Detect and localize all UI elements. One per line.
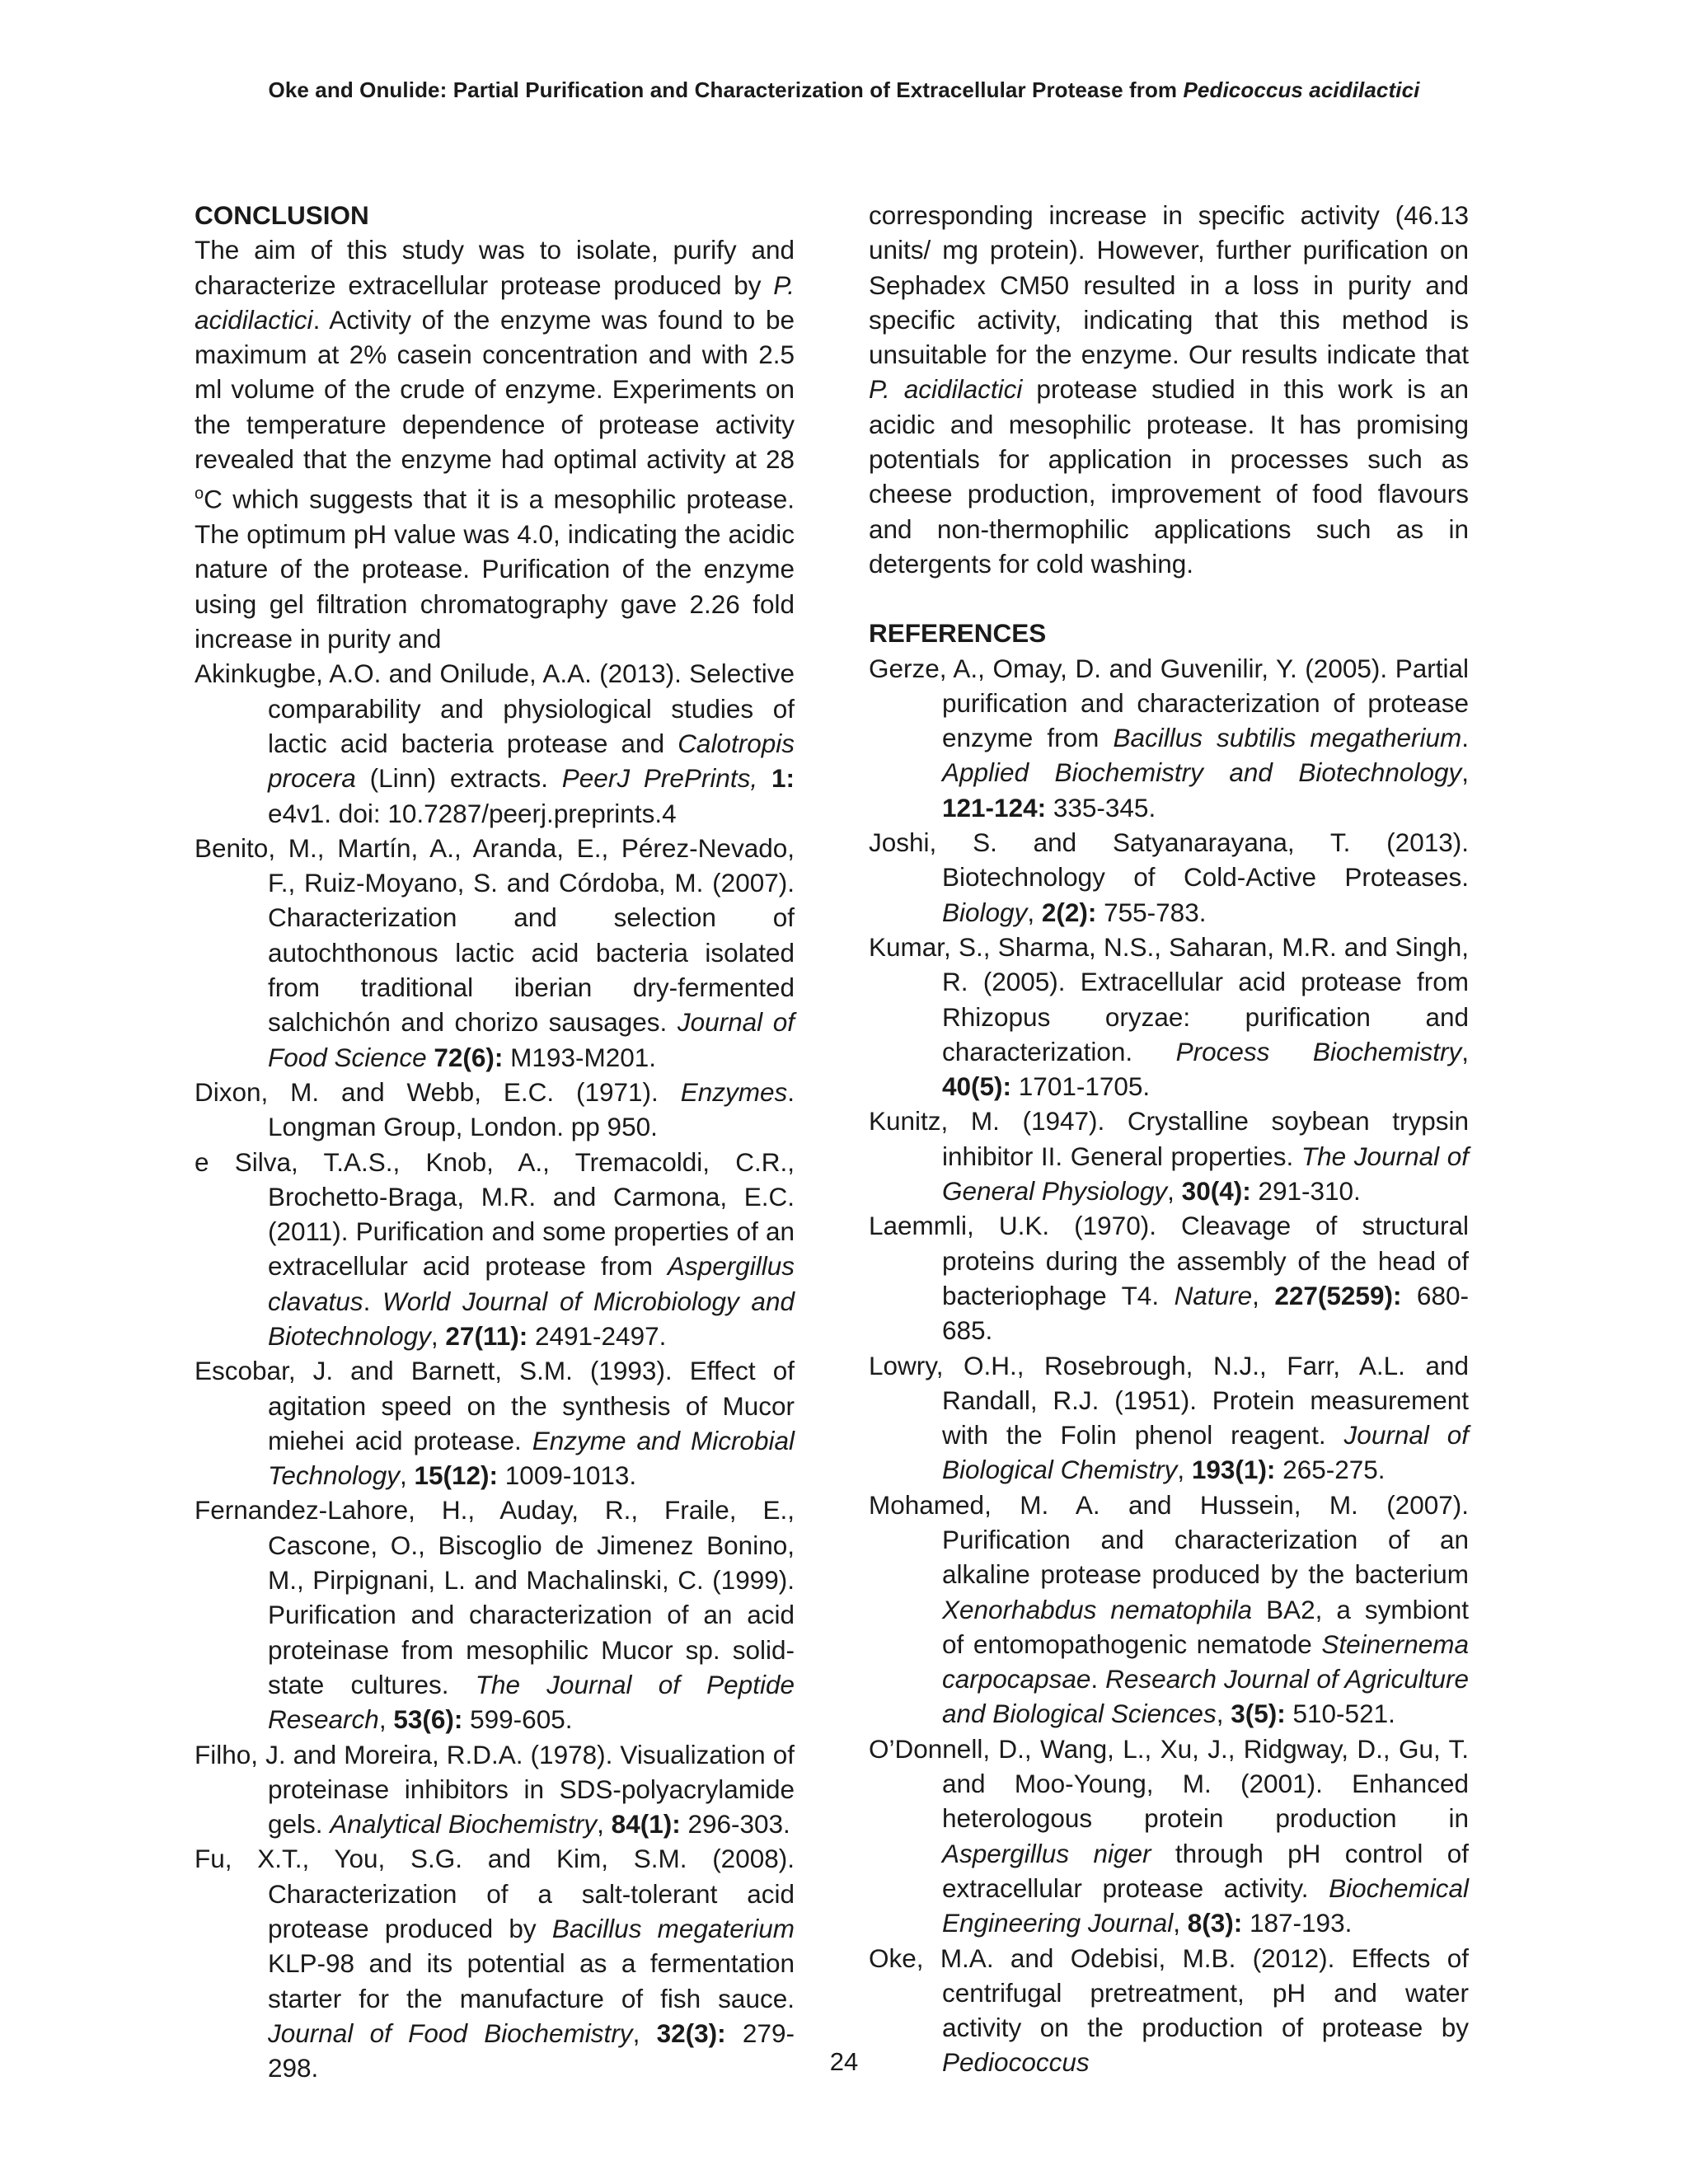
running-header [0, 77, 1688, 103]
reference-kumar: Kumar, S., Sharma, N.S., Saharan, M.R. and Singh, R. (2005). Extracellular acid protease from Rhizopus oryzae: purification and characterization. Process Biochemistry, 40(5): 1701-1705. [869, 931, 1469, 1102]
left-column [195, 198, 795, 2086]
reference-joshi: Joshi, S. and Satyanarayana, T. (2013). Biotechnology of Cold-Active Proteases. Biology, 2(2): 755-783. [869, 827, 1469, 927]
reference-akinkugbe: Akinkugbe, A.O. and Onilude, A.A. (2013). Selective comparability and physiological studies of lactic acid bacteria protease and Calotropis procera (Linn) extracts. PeerJ PrePrints, 1: e4v1. doi: 10.7287/peerj.preprints.4 [195, 658, 795, 828]
reference-benito: Benito, M., Martín, A., Aranda, E., Pérez-Nevado, F., Ruiz-Moyano, S. and Córdoba, M. (2007). Characterization and selection of autochthonous lactic acid bacteria isolated from traditional iberian dry-fermented salchichón and chorizo sausages. Journal of Food Science 72(6): M193-M201. [195, 832, 795, 1072]
conclusion-paragraph: The aim of this study was to isolate, purify and characterize extracellular protease produced by P. acidilactici. Activity of the enzyme was found to be maximum at 2% casein concentration and with 2.5 ml volume of the crude of enzyme. Experiments on the temperature dependence of protease activity revealed that the enzyme had optimal activity at 28 $^o$C which suggests that it is a mesophilic protease. The optimum pH value was 4.0, indicating the acidic nature of the protease. Purification of the enzyme using gel filtration chromatography gave 2.26 fold increase in purity and [195, 235, 795, 654]
reference-fu: Fu, X.T., You, S.G. and Kim, S.M. (2008). Characterization of a salt-tolerant acid protease produced by Bacillus megaterium KLP-98 and its potential as a fermentation starter for the manufacture of fish sauce. Journal of Food Biochemistry, 32(3): 279-298. [195, 1844, 795, 2083]
reference-oke: Oke, M.A. and Odebisi, M.B. (2012). Effects of centrifugal pretreatment, pH and water activity on the production of protease by Pediococcus [869, 1943, 1469, 2078]
reference-kunitz: Kunitz, M. (1947). Crystalline soybean trypsin inhibitor II. General properties. The Journal of General Physiology, 30(4): 291-310. [869, 1106, 1469, 1207]
conclusion-heading: CONCLUSION [195, 200, 369, 230]
reference-esilva: e Silva, T.A.S., Knob, A., Tremacoldi, C.R., Brochetto-Braga, M.R. and Carmona, E.C. (2011). Purification and some properties of an extracellular acid protease from Aspergillus clavatus. World Journal of Microbiology and Biotechnology, 27(11): 2491-2497. [195, 1146, 795, 1351]
reference-odonnell: O’Donnell, D., Wang, L., Xu, J., Ridgway, D., Gu, T. and Moo-Young, M. (2001). Enhanced heterologous protein production in Aspergillus niger through pH control of extracellular protease activity. Biochemical Engineering Journal, 8(3): 187-193. [869, 1733, 1469, 1938]
reference-gerze: Gerze, A., Omay, D. and Guvenilir, Y. (2005). Partial purification and characterization of protease enzyme from Bacillus subtilis megatherium. Applied Biochemistry and Biotechnology, 121-124: 335-345. [869, 653, 1469, 823]
references-heading: REFERENCES [869, 618, 1047, 649]
right-column [869, 198, 1469, 2080]
reference-escobar: Escobar, J. and Barnett, S.M. (1993). Effect of agitation speed on the synthesis of Mucor miehei acid protease. Enzyme and Microbial Technology, 15(12): 1009-1013. [195, 1356, 795, 1491]
reference-lowry: Lowry, O.H., Rosebrough, N.J., Farr, A.L. and Randall, R.J. (1951). Protein measurement with the Folin phenol reagent. Journal of Biological Chemistry, 193(1): 265-275. [869, 1350, 1469, 1485]
reference-mohamed: Mohamed, M. A. and Hussein, M. (2007). Purification and characterization of an alkaline protease produced by the bacterium Xenorhabdus nematophila BA2, a symbiont of entomopathogenic nematode Steinernema carpocapsae. Research Journal of Agriculture and Biological Sciences, 3(5): 510-521. [869, 1489, 1469, 1729]
reference-laemmli: Laemmli, U.K. (1970). Cleavage of structural proteins during the assembly of the head of bacteriophage T4. Nature, 227(5259): 680-685. [869, 1211, 1469, 1346]
running-header-species: Pedicoccus acidilactici [1183, 77, 1420, 102]
reference-fernandez-lahore: Fernandez-Lahore, H., Auday, R., Fraile, E., Cascone, O., Biscoglio de Jimenez Bonino, M., Pirpignani, L. and Machalinski, C. (1999). Purification and characterization of an acid proteinase from mesophilic Mucor sp. solid-state cultures. The Journal of Peptide Research, 53(6): 599-605. [195, 1495, 795, 1735]
page-number: 24 [829, 2047, 859, 2076]
conclusion-paragraph-continued: corresponding increase in specific activity (46.13 units/ mg protein). However, further purification on Sephadex CM50 resulted in a loss in purity and specific activity, indicating that this method is unsuitable for the enzyme. Our results indicate that P. acidilactici protease studied in this work is an acidic and mesophilic protease. It has promising potentials for application in processes such as cheese production, improvement of food flavours and non-thermophilic applications such as in detergents for cold washing. [869, 200, 1469, 579]
running-header-text: Oke and Onulide: Partial Purification and Characterization of Extracellular Protease from [268, 77, 1184, 102]
reference-dixon: Dixon, M. and Webb, E.C. (1971). Enzymes. Longman Group, London. pp 950. [195, 1076, 795, 1142]
reference-filho: Filho, J. and Moreira, R.D.A. (1978). Visualization of proteinase inhibitors in SDS-polyacrylamide gels. Analytical Biochemistry, 84(1): 296-303. [195, 1739, 795, 1840]
